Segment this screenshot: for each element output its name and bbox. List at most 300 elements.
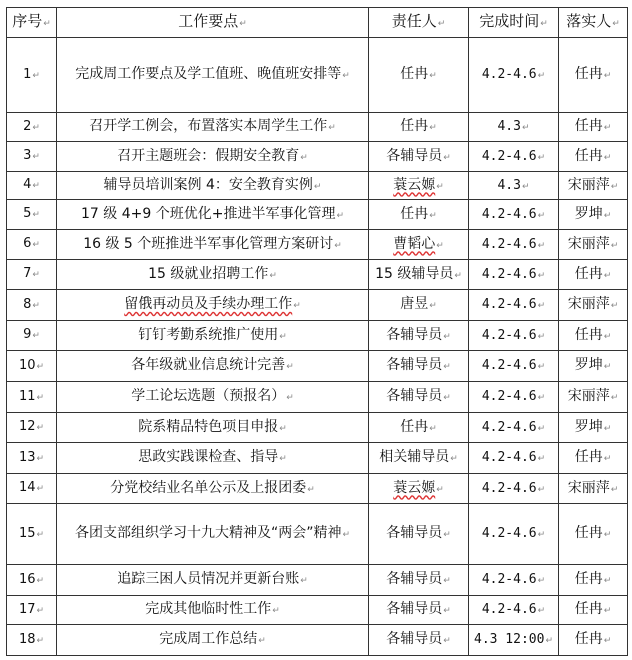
time-cell <box>469 38 559 113</box>
owner-cell <box>369 443 469 474</box>
return-arrow-icon: ↵ <box>279 454 287 464</box>
doer-cell <box>559 142 628 172</box>
time-cell-text: 4.2-4.6 <box>481 480 537 496</box>
task-cell <box>57 382 369 413</box>
owner-cell <box>369 413 469 443</box>
doer-cell-text: 任冉 <box>574 118 603 134</box>
time-cell-text: 4.2-4.6 <box>481 572 537 587</box>
return-arrow-icon: ↵ <box>32 270 40 280</box>
row-number-cell <box>7 200 57 230</box>
owner-cell <box>369 504 469 565</box>
owner-cell <box>369 142 469 172</box>
doer-cell-text: 任冉 <box>574 525 603 541</box>
owner-cell <box>369 260 469 290</box>
time-cell-text: 4.2-4.6 <box>481 602 537 617</box>
row-number-cell-text: 6 <box>23 236 32 251</box>
task-cell <box>57 351 369 382</box>
return-arrow-icon: ↵ <box>32 240 40 250</box>
return-arrow-icon: ↵ <box>36 361 45 372</box>
doer-cell-text: 任冉 <box>574 601 603 617</box>
doer-cell <box>559 413 628 443</box>
task-cell <box>57 443 369 474</box>
time-cell-text: 4.2-4.6 <box>481 148 537 164</box>
table-row <box>7 113 628 142</box>
owner-cell <box>369 230 469 260</box>
doer-cell-text: 任冉 <box>574 265 603 282</box>
return-arrow-icon: ↵ <box>313 181 322 192</box>
table-row <box>7 38 628 113</box>
table-row <box>7 596 628 625</box>
row-number-cell <box>7 565 57 596</box>
row-number-cell <box>7 172 57 200</box>
task-cell <box>57 172 369 200</box>
return-arrow-icon: ↵ <box>436 484 444 495</box>
row-number-cell-text: 1 <box>23 66 32 82</box>
return-arrow-icon: ↵ <box>443 530 451 540</box>
task-cell <box>57 113 369 142</box>
doer-cell <box>559 382 628 413</box>
owner-cell <box>369 382 469 413</box>
owner-cell-text: 各辅导员 <box>386 631 443 647</box>
table-row <box>7 565 628 596</box>
time-cell-text: 4.3 <box>497 177 521 193</box>
return-arrow-icon: ↵ <box>610 301 619 311</box>
time-cell <box>469 382 559 413</box>
doer-cell-text: 罗坤 <box>574 418 603 435</box>
return-arrow-icon: ↵ <box>272 606 280 616</box>
doer-cell-text: 任冉 <box>574 631 603 647</box>
header-cell: 完成时间↵ <box>469 8 559 38</box>
owner-cell <box>369 351 469 382</box>
return-arrow-icon: ↵ <box>443 576 451 586</box>
doer-cell <box>559 321 628 351</box>
return-arrow-icon: ↵ <box>443 393 451 403</box>
time-cell <box>469 230 559 260</box>
owner-cell-text: 蓑云嫄 <box>393 176 436 193</box>
doer-cell-text: 任冉 <box>574 449 603 465</box>
header-cell: 工作要点↵ <box>57 8 369 38</box>
doer-cell-text: 罗坤 <box>574 357 603 373</box>
doer-cell-text: 任冉 <box>574 571 603 587</box>
return-arrow-icon: ↵ <box>537 301 546 311</box>
task-cell <box>57 321 369 351</box>
doer-cell <box>559 172 628 200</box>
return-arrow-icon: ↵ <box>32 210 40 220</box>
return-arrow-icon: ↵ <box>286 393 294 403</box>
owner-cell <box>369 321 469 351</box>
task-cell-text: 各年级就业信息统计完善 <box>131 357 286 373</box>
time-cell <box>469 142 559 172</box>
table-row <box>7 172 628 200</box>
owner-cell-text: 各辅导员 <box>386 147 443 164</box>
task-cell-text: 完成周工作总结 <box>159 631 258 647</box>
return-arrow-icon: ↵ <box>603 606 612 616</box>
owner-cell-text: 15 级辅导员 <box>375 265 454 282</box>
row-number-cell <box>7 142 57 172</box>
doer-cell <box>559 200 628 230</box>
return-arrow-icon: ↵ <box>537 152 546 163</box>
time-cell <box>469 625 559 656</box>
return-arrow-icon: ↵ <box>293 301 301 311</box>
return-arrow-icon: ↵ <box>603 362 612 372</box>
row-number-cell <box>7 230 57 260</box>
row-number-cell <box>7 474 57 504</box>
time-cell-text: 4.2-4.6 <box>481 206 537 222</box>
doer-cell <box>559 625 628 656</box>
return-arrow-icon: ↵ <box>269 270 277 281</box>
table-row <box>7 290 628 321</box>
doer-cell-text: 任冉 <box>574 66 603 82</box>
header-cell: 责任人↵ <box>369 8 469 38</box>
row-number-cell-text: 11 <box>18 388 36 404</box>
task-cell-text: 留俄再动员及手续办理工作 <box>124 296 293 312</box>
time-cell <box>469 321 559 351</box>
return-arrow-icon: ↵ <box>537 576 546 586</box>
time-cell <box>469 172 559 200</box>
return-arrow-icon: ↵ <box>537 393 546 403</box>
return-arrow-icon: ↵ <box>32 300 40 311</box>
time-cell <box>469 113 559 142</box>
return-arrow-icon: ↵ <box>342 530 351 540</box>
owner-cell-text: 唐昱 <box>400 296 429 312</box>
return-arrow-icon: ↵ <box>521 123 530 133</box>
task-cell <box>57 565 369 596</box>
return-arrow-icon: ↵ <box>603 71 612 81</box>
table-row <box>7 200 628 230</box>
table-row <box>7 504 628 565</box>
table-row <box>7 443 628 474</box>
return-arrow-icon: ↵ <box>279 423 287 434</box>
return-arrow-icon: ↵ <box>450 454 458 464</box>
task-cell <box>57 596 369 625</box>
time-cell-text: 4.2-4.6 <box>481 389 537 404</box>
doer-cell <box>559 565 628 596</box>
time-cell <box>469 443 559 474</box>
return-arrow-icon: ↵ <box>537 71 546 81</box>
doer-cell-text: 宋丽萍 <box>567 388 610 404</box>
doer-cell-text: 宋丽萍 <box>567 296 610 312</box>
task-cell-text: 思政实践课检查、指导 <box>138 449 279 465</box>
owner-cell-text: 各辅导员 <box>386 326 443 343</box>
return-arrow-icon: ↵ <box>603 454 612 464</box>
task-cell <box>57 38 369 113</box>
return-arrow-icon: ↵ <box>610 181 619 192</box>
task-cell <box>57 260 369 290</box>
return-arrow-icon: ↵ <box>521 181 530 192</box>
return-arrow-icon: ↵ <box>610 240 619 251</box>
task-cell <box>57 625 369 656</box>
time-cell-text: 4.2-4.6 <box>481 67 537 82</box>
doer-cell-text: 任冉 <box>574 147 603 164</box>
row-number-cell <box>7 413 57 443</box>
return-arrow-icon: ↵ <box>32 70 40 81</box>
owner-cell-text: 任冉 <box>400 118 429 134</box>
return-arrow-icon: ↵ <box>300 152 308 163</box>
header-cell: 落实人↵ <box>559 8 628 38</box>
row-number-cell-text: 2 <box>23 118 32 134</box>
return-arrow-icon: ↵ <box>436 181 444 192</box>
return-arrow-icon: ↵ <box>603 331 612 342</box>
return-arrow-icon: ↵ <box>36 453 45 464</box>
return-arrow-icon: ↵ <box>537 454 546 464</box>
task-cell <box>57 413 369 443</box>
return-arrow-icon: ↵ <box>603 636 612 646</box>
return-arrow-icon: ↵ <box>32 122 40 133</box>
table-row <box>7 321 628 351</box>
time-cell <box>469 200 559 230</box>
task-cell <box>57 200 369 230</box>
owner-cell-text: 蓑云嫄 <box>393 479 436 496</box>
owner-cell <box>369 565 469 596</box>
task-cell-text: 学工论坛选题（预报名） <box>131 388 286 404</box>
row-number-cell-text: 18 <box>18 631 36 647</box>
owner-cell <box>369 113 469 142</box>
owner-cell-text: 任冉 <box>400 418 429 435</box>
return-arrow-icon: ↵ <box>32 181 40 191</box>
time-cell-text: 4.2-4.6 <box>481 327 537 343</box>
table-row <box>7 382 628 413</box>
return-arrow-icon: ↵ <box>545 636 553 646</box>
row-number-cell-text: 16 <box>18 571 36 587</box>
task-cell-text: 完成周工作要点及学工值班、晚值班安排等 <box>75 66 342 82</box>
time-cell <box>469 596 559 625</box>
doer-cell <box>559 474 628 504</box>
return-arrow-icon: ↵ <box>443 331 451 342</box>
return-arrow-icon: ↵ <box>429 123 437 133</box>
doer-cell-text: 罗坤 <box>574 205 603 222</box>
return-arrow-icon: ↵ <box>32 331 40 341</box>
return-arrow-icon: ↵ <box>258 636 266 646</box>
time-cell <box>469 565 559 596</box>
table-row <box>7 230 628 260</box>
return-arrow-icon: ↵ <box>443 636 451 646</box>
owner-cell-text: 各辅导员 <box>386 357 443 373</box>
owner-cell <box>369 172 469 200</box>
return-arrow-icon: ↵ <box>603 123 612 133</box>
row-number-cell <box>7 504 57 565</box>
return-arrow-icon: ↵ <box>336 210 344 221</box>
table-row <box>7 351 628 382</box>
row-number-cell <box>7 321 57 351</box>
task-cell-text: 分党校结业名单公示及上报团委 <box>110 479 307 496</box>
task-cell-text: 召开主题班会：假期安全教育 <box>117 147 300 164</box>
task-cell-text: 追踪三困人员情况并更新台账 <box>117 571 300 587</box>
return-arrow-icon: ↵ <box>537 530 546 540</box>
row-number-cell-text: 12 <box>18 419 36 434</box>
owner-cell-text: 各辅导员 <box>386 571 443 587</box>
return-arrow-icon: ↵ <box>537 270 546 281</box>
row-number-cell <box>7 113 57 142</box>
doer-cell <box>559 38 628 113</box>
return-arrow-icon: ↵ <box>443 152 451 163</box>
row-number-cell-text: 17 <box>18 601 36 617</box>
return-arrow-icon: ↵ <box>286 362 294 372</box>
task-cell <box>57 504 369 565</box>
task-cell-text: 辅导员培训案例 4：安全教育实例 <box>103 176 313 193</box>
return-arrow-icon: ↵ <box>36 423 45 433</box>
return-arrow-icon: ↵ <box>307 484 315 495</box>
task-cell <box>57 142 369 172</box>
task-cell-text: 16 级 5 个班推进半军事化管理方案研讨 <box>83 235 334 252</box>
table-row <box>7 625 628 656</box>
return-arrow-icon: ↵ <box>603 530 612 540</box>
return-arrow-icon: ↵ <box>537 331 546 342</box>
row-number-cell-text: 7 <box>23 266 32 281</box>
row-number-cell <box>7 596 57 625</box>
doer-cell <box>559 230 628 260</box>
return-arrow-icon: ↵ <box>36 529 45 540</box>
task-cell-text: 完成其他临时性工作 <box>145 601 272 617</box>
return-arrow-icon: ↵ <box>239 19 247 29</box>
doer-cell <box>559 351 628 382</box>
row-number-cell-text: 3 <box>23 148 32 163</box>
row-number-cell <box>7 290 57 321</box>
owner-cell-text: 任冉 <box>400 205 429 222</box>
row-number-cell <box>7 260 57 290</box>
task-cell-text: 各团支部组织学习十九大精神及“两会”精神 <box>74 525 342 541</box>
doer-cell-text: 宋丽萍 <box>567 176 610 193</box>
header-row <box>7 8 628 38</box>
owner-cell-text: 各辅导员 <box>386 525 443 541</box>
return-arrow-icon: ↵ <box>540 19 548 29</box>
return-arrow-icon: ↵ <box>443 362 451 372</box>
owner-cell-text: 各辅导员 <box>386 388 443 404</box>
time-cell-text: 4.2-4.6 <box>481 450 537 465</box>
return-arrow-icon: ↵ <box>300 576 308 586</box>
return-arrow-icon: ↵ <box>537 362 546 372</box>
row-number-cell-text: 15 <box>18 525 36 541</box>
task-cell <box>57 474 369 504</box>
time-cell <box>469 504 559 565</box>
return-arrow-icon: ↵ <box>342 71 350 81</box>
row-number-cell <box>7 38 57 113</box>
doer-cell <box>559 113 628 142</box>
return-arrow-icon: ↵ <box>36 605 45 616</box>
time-cell-text: 4.3 12:00 <box>474 632 545 647</box>
time-cell <box>469 474 559 504</box>
task-cell-text: 17 级 4+9 个班优化+推进半军事化管理 <box>81 205 336 222</box>
time-cell-text: 4.2-4.6 <box>481 526 537 541</box>
row-number-cell <box>7 443 57 474</box>
table-row <box>7 413 628 443</box>
doer-cell <box>559 443 628 474</box>
task-cell-text: 召开学工例会，布置落实本周学生工作 <box>89 118 328 134</box>
return-arrow-icon: ↵ <box>537 484 546 495</box>
doer-cell <box>559 290 628 321</box>
return-arrow-icon: ↵ <box>603 270 612 281</box>
row-number-cell-text: 8 <box>23 296 32 312</box>
return-arrow-icon: ↵ <box>436 240 444 251</box>
doer-cell-text: 宋丽萍 <box>567 479 610 496</box>
owner-cell-text: 相关辅导员 <box>379 449 450 465</box>
row-number-cell-text: 10 <box>18 357 36 373</box>
doer-cell <box>559 260 628 290</box>
owner-cell <box>369 596 469 625</box>
return-arrow-icon: ↵ <box>603 576 612 586</box>
header-cell: 序号↵ <box>7 8 57 38</box>
return-arrow-icon: ↵ <box>43 19 51 29</box>
time-cell <box>469 290 559 321</box>
return-arrow-icon: ↵ <box>36 635 45 646</box>
return-arrow-icon: ↵ <box>36 484 45 494</box>
time-cell-text: 4.2-4.6 <box>481 297 537 312</box>
row-number-cell <box>7 382 57 413</box>
task-cell-text: 院系精品特色项目申报 <box>138 418 279 435</box>
return-arrow-icon: ↵ <box>603 423 612 434</box>
return-arrow-icon: ↵ <box>612 19 620 29</box>
time-cell <box>469 351 559 382</box>
doer-cell-text: 宋丽萍 <box>567 235 610 252</box>
time-cell-text: 4.3 <box>497 119 521 134</box>
row-number-cell-text: 13 <box>18 449 36 465</box>
time-cell <box>469 413 559 443</box>
return-arrow-icon: ↵ <box>454 270 462 281</box>
table-row <box>7 474 628 504</box>
return-arrow-icon: ↵ <box>537 606 546 616</box>
time-cell-text: 4.2-4.6 <box>481 419 537 435</box>
time-cell <box>469 260 559 290</box>
time-cell-text: 4.2-4.6 <box>481 236 537 252</box>
row-number-cell <box>7 351 57 382</box>
table-row <box>7 260 628 290</box>
doer-cell <box>559 596 628 625</box>
return-arrow-icon: ↵ <box>443 606 451 616</box>
work-plan-table <box>6 7 628 656</box>
owner-cell <box>369 625 469 656</box>
owner-cell-text: 任冉 <box>400 66 429 82</box>
task-cell <box>57 230 369 260</box>
table-row <box>7 142 628 172</box>
row-number-cell-text: 4 <box>23 177 32 192</box>
owner-cell <box>369 474 469 504</box>
return-arrow-icon: ↵ <box>334 240 342 251</box>
return-arrow-icon: ↵ <box>610 393 619 403</box>
return-arrow-icon: ↵ <box>429 71 437 81</box>
time-cell-text: 4.2-4.6 <box>481 266 537 282</box>
task-cell <box>57 290 369 321</box>
return-arrow-icon: ↵ <box>603 210 612 221</box>
return-arrow-icon: ↵ <box>328 123 336 133</box>
return-arrow-icon: ↵ <box>610 484 619 495</box>
return-arrow-icon: ↵ <box>36 575 45 586</box>
row-number-cell-text: 9 <box>23 327 32 342</box>
owner-cell <box>369 38 469 113</box>
owner-cell-text: 各辅导员 <box>386 601 443 617</box>
doer-cell <box>559 504 628 565</box>
return-arrow-icon: ↵ <box>437 19 446 29</box>
return-arrow-icon: ↵ <box>429 423 437 434</box>
owner-cell-text: 曹韬心 <box>393 235 436 252</box>
return-arrow-icon: ↵ <box>537 240 546 251</box>
return-arrow-icon: ↵ <box>429 301 437 311</box>
return-arrow-icon: ↵ <box>537 423 546 434</box>
return-arrow-icon: ↵ <box>279 331 287 342</box>
task-cell-text: 钉钉考勤系统推广使用 <box>138 326 279 343</box>
return-arrow-icon: ↵ <box>36 392 45 403</box>
task-cell-text: 15 级就业招聘工作 <box>148 265 269 282</box>
return-arrow-icon: ↵ <box>603 152 612 163</box>
return-arrow-icon: ↵ <box>537 210 546 221</box>
return-arrow-icon: ↵ <box>429 210 437 221</box>
return-arrow-icon: ↵ <box>32 152 40 162</box>
row-number-cell-text: 14 <box>18 480 36 495</box>
owner-cell <box>369 200 469 230</box>
row-number-cell-text: 5 <box>23 206 32 221</box>
doer-cell-text: 任冉 <box>574 326 603 343</box>
row-number-cell <box>7 625 57 656</box>
owner-cell <box>369 290 469 321</box>
time-cell-text: 4.2-4.6 <box>481 358 537 373</box>
